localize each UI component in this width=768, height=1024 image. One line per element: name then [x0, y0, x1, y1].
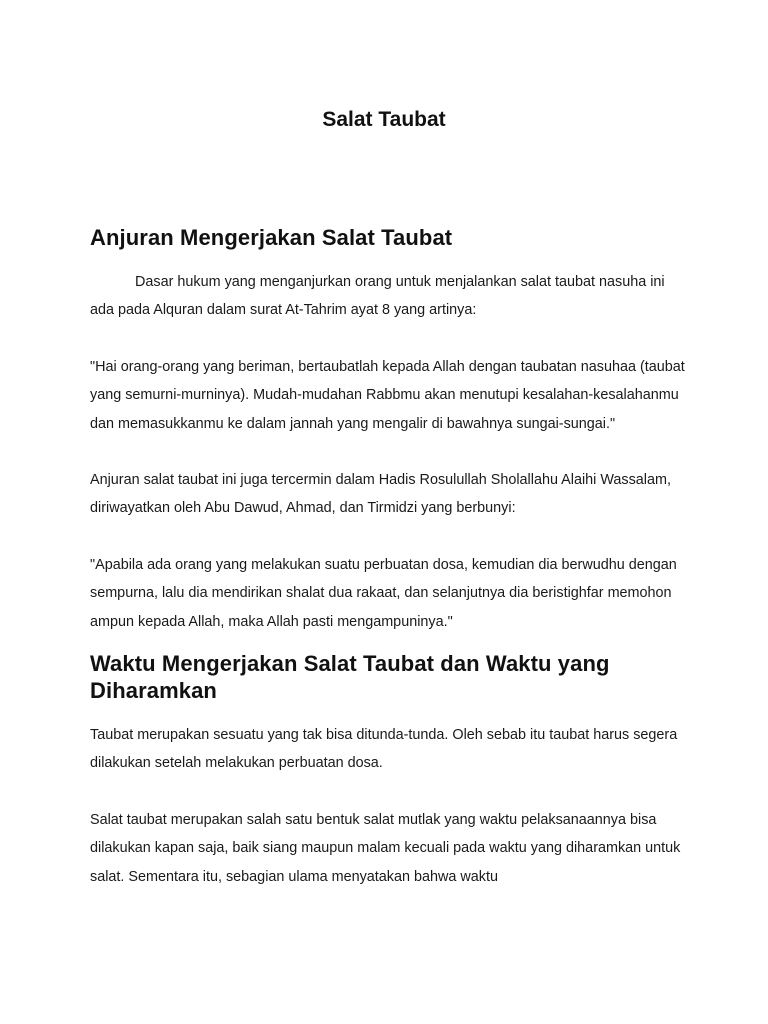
- paragraph: Taubat merupakan sesuatu yang tak bisa ditunda-tunda. Oleh sebab itu taubat harus segera dilakukan setelah melakukan perbuatan dosa.: [90, 727, 678, 772]
- section-heading-waktu: Waktu Mengerjakan Salat Taubat dan Waktu yang Diharamkan: [90, 651, 610, 704]
- paragraph: Salat taubat merupakan salah satu bentuk salat mutlak yang waktu pelaksanaannya bisa dilakukan kapan saja, baik siang maupun malam kecuali pada waktu yang diharamkan untuk salat. Sementara itu, sebagian ulama menyatakan bahwa waktu: [90, 811, 681, 885]
- document-body: [90, 224, 690, 891]
- paragraph: Anjuran salat taubat ini juga tercermin dalam Hadis Rosulullah Sholallahu Alaihi Wassalam, diriwayatkan oleh Abu Dawud, Ahmad, dan Tirmidzi yang berbunyi:: [90, 472, 671, 517]
- paragraph: Dasar hukum yang menganjurkan orang untuk menjalankan salat taubat nasuha ini ada pada Alquran dalam surat At-Tahrim ayat 8 yang artinya:: [90, 274, 665, 319]
- quote-paragraph: "Hai orang-orang yang beriman, bertaubatlah kepada Allah dengan taubatan nasuhaa (taubat yang semurni-murninya). Mudah-mudahan Rabbmu akan menutupi kesalahan-kesalahanmu dan memasukkanmu ke dalam jannah yang mengalir di bawahnya sungai-sungai.": [90, 358, 685, 432]
- quote-paragraph: "Apabila ada orang yang melakukan suatu perbuatan dosa, kemudian dia berwudhu dengan sempurna, lalu dia mendirikan shalat dua rakaat, dan selanjutnya dia beristighfar memohon ampun kepada Allah, maka Allah pasti mengampuninya.": [90, 556, 677, 630]
- section-heading-anjuran: Anjuran Mengerjakan Salat Taubat: [90, 225, 453, 250]
- document-title: Salat Taubat: [322, 108, 446, 131]
